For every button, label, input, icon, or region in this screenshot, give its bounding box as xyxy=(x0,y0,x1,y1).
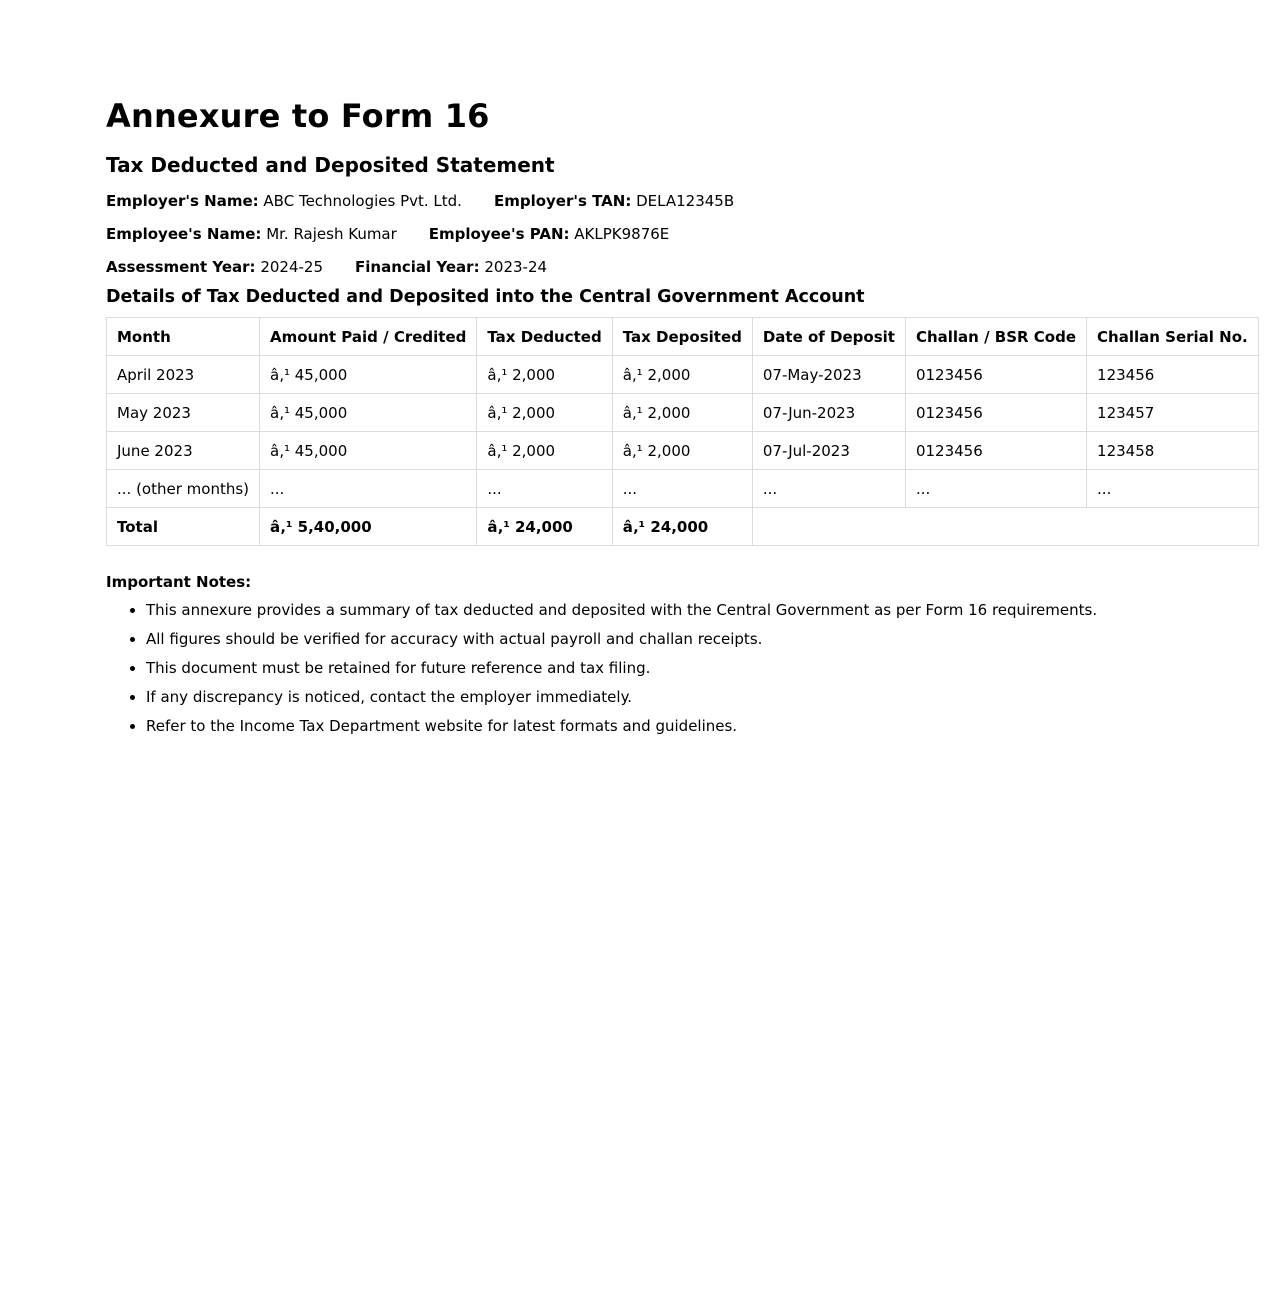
table-row xyxy=(107,432,1259,470)
total-empty-cell xyxy=(752,508,1258,546)
cell-tax-deposited: ... xyxy=(612,470,752,508)
cell-amount-paid: â‚¹ 45,000 xyxy=(260,356,477,394)
page-title: Annexure to Form 16 xyxy=(106,97,490,135)
employer-tan-label: Employer's TAN: xyxy=(493,191,632,210)
cell-date-of-deposit: 07-Jun-2023 xyxy=(752,394,905,432)
employee-pan-value: AKLPK9876E xyxy=(574,224,670,243)
cell-challan-bsr-code: 0123456 xyxy=(905,356,1086,394)
notes-list xyxy=(106,596,1172,741)
meta-line-employee xyxy=(106,217,1172,250)
cell-tax-deducted: â‚¹ 2,000 xyxy=(477,356,612,394)
cell-month: April 2023 xyxy=(107,356,260,394)
employer-name-value: ABC Technologies Pvt. Ltd. xyxy=(263,191,462,210)
cell-challan-serial-no: 123458 xyxy=(1087,432,1259,470)
cell-challan-bsr-code: 0123456 xyxy=(905,432,1086,470)
employee-pan-label: Employee's PAN: xyxy=(428,224,570,243)
cell-tax-deposited: â‚¹ 2,000 xyxy=(612,394,752,432)
list-item: • If any discrepancy is noticed, contact the employer immediately. xyxy=(146,683,1172,712)
column-header-challan-serial-no: Challan Serial No. xyxy=(1087,318,1259,356)
cell-date-of-deposit: 07-Jul-2023 xyxy=(752,432,905,470)
assessment-year-field xyxy=(106,257,323,277)
employer-tan-value: DELA12345B xyxy=(636,191,735,210)
tax-details-table xyxy=(106,317,1259,546)
assessment-year-label: Assessment Year: xyxy=(106,257,256,276)
cell-challan-bsr-code: ... xyxy=(905,470,1086,508)
employer-name-label: Employer's Name: xyxy=(106,191,259,210)
cell-tax-deducted: â‚¹ 2,000 xyxy=(477,394,612,432)
meta-line-employer xyxy=(106,184,1172,217)
document-page xyxy=(106,96,1248,741)
list-item: • Refer to the Income Tax Department website for latest formats and guidelines. xyxy=(146,712,1172,741)
employee-name-label: Employee's Name: xyxy=(106,224,262,243)
financial-year-label: Financial Year: xyxy=(355,257,480,276)
total-tax-deducted: â‚¹ 24,000 xyxy=(477,508,612,546)
employer-tan-field xyxy=(494,191,734,211)
page-subtitle: Tax Deducted and Deposited Statement xyxy=(106,153,555,177)
cell-tax-deducted: â‚¹ 2,000 xyxy=(477,432,612,470)
column-header-month: Month xyxy=(107,318,260,356)
cell-challan-serial-no: 123456 xyxy=(1087,356,1259,394)
cell-challan-bsr-code: 0123456 xyxy=(905,394,1086,432)
column-header-tax-deducted: Tax Deducted xyxy=(477,318,612,356)
column-header-tax-deposited: Tax Deposited xyxy=(612,318,752,356)
meta-line-years xyxy=(106,250,1172,283)
assessment-year-value: 2024-25 xyxy=(260,257,324,276)
cell-date-of-deposit: ... xyxy=(752,470,905,508)
employee-name-field xyxy=(106,224,397,244)
financial-year-value: 2023-24 xyxy=(484,257,548,276)
cell-tax-deposited: â‚¹ 2,000 xyxy=(612,356,752,394)
notes-title: Important Notes: xyxy=(106,573,252,591)
total-amount-paid: â‚¹ 5,40,000 xyxy=(260,508,477,546)
cell-amount-paid: â‚¹ 45,000 xyxy=(260,432,477,470)
table-heading: Details of Tax Deducted and Deposited into the Central Government Account xyxy=(106,287,865,307)
list-item: • All figures should be verified for accuracy with actual payroll and challan receipts. xyxy=(146,625,1172,654)
table-total-row xyxy=(107,508,1259,546)
table-row xyxy=(107,470,1259,508)
table-row xyxy=(107,394,1259,432)
list-item: • This annexure provides a summary of tax deducted and deposited with the Central Government as per Form 16 requirements. xyxy=(146,596,1172,625)
total-tax-deposited: â‚¹ 24,000 xyxy=(612,508,752,546)
list-item: • This document must be retained for future reference and tax filing. xyxy=(146,654,1172,683)
cell-amount-paid: ... xyxy=(260,470,477,508)
total-label: Total xyxy=(107,508,260,546)
cell-amount-paid: â‚¹ 45,000 xyxy=(260,394,477,432)
column-header-challan-bsr-code: Challan / BSR Code xyxy=(905,318,1086,356)
cell-date-of-deposit: 07-May-2023 xyxy=(752,356,905,394)
table-row xyxy=(107,356,1259,394)
column-header-amount-paid: Amount Paid / Credited xyxy=(260,318,477,356)
cell-tax-deducted: ... xyxy=(477,470,612,508)
table-header-row xyxy=(107,318,1259,356)
column-header-date-of-deposit: Date of Deposit xyxy=(752,318,905,356)
cell-challan-serial-no: ... xyxy=(1087,470,1259,508)
cell-month: May 2023 xyxy=(107,394,260,432)
cell-month: June 2023 xyxy=(107,432,260,470)
cell-challan-serial-no: 123457 xyxy=(1087,394,1259,432)
financial-year-field xyxy=(355,257,547,277)
cell-month: ... (other months) xyxy=(107,470,260,508)
employee-pan-field xyxy=(429,224,670,244)
employer-name-field xyxy=(106,191,462,211)
employee-name-value: Mr. Rajesh Kumar xyxy=(266,224,397,243)
cell-tax-deposited: â‚¹ 2,000 xyxy=(612,432,752,470)
